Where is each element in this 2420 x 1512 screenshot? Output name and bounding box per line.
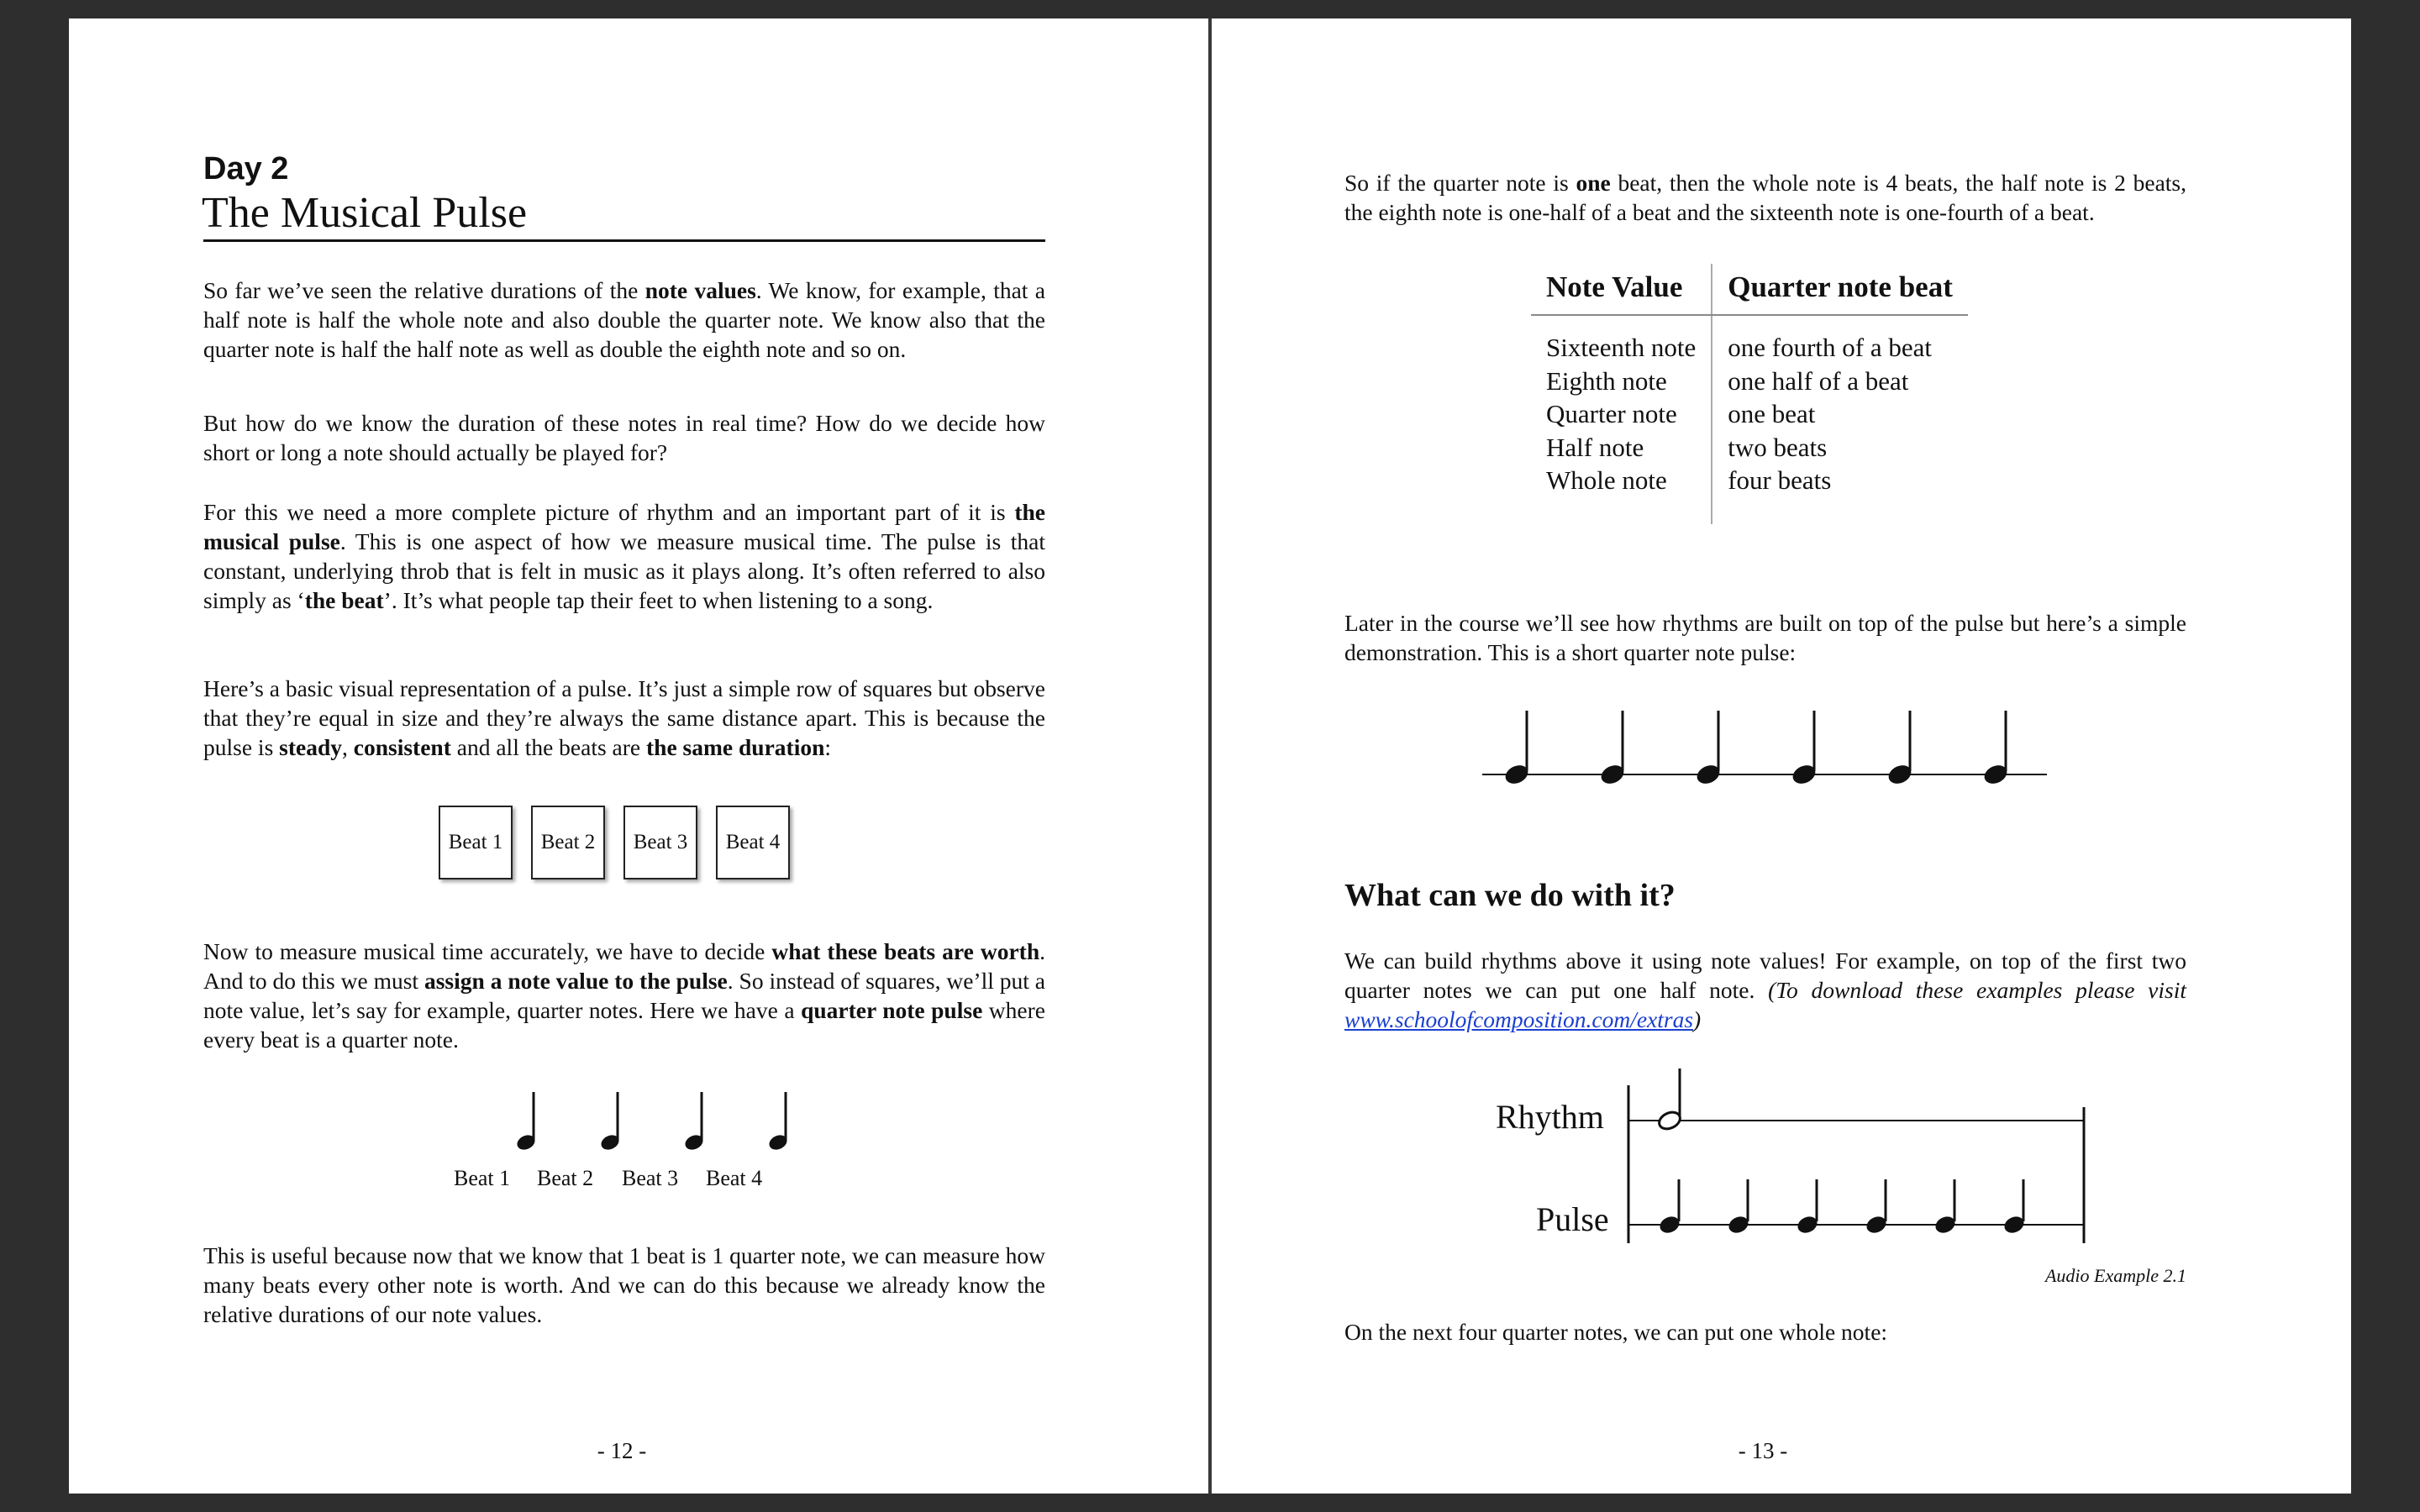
paragraph-musical-pulse: [203, 497, 1045, 615]
table-header: Quarter note beat: [1712, 264, 1968, 315]
quarter-note-icon: [2002, 1179, 2026, 1236]
bold-term: the same duration: [646, 734, 825, 760]
bold-term: the musical pulse: [203, 499, 1045, 554]
note-value-table: [1531, 264, 1968, 524]
text-run: ’. It’s what people tap their feet to when listening to a song.: [383, 587, 934, 613]
text-run: Here’s a basic visual representation of a pulse. It’s just a simple row of squares but observe that they’re equal in size and they’re always the same distance apart. This is because the pulse is: [203, 675, 1045, 760]
paragraph-useful: [203, 1241, 1045, 1329]
table-row: [1531, 397, 1968, 431]
quarter-note-icon: [1502, 711, 1531, 787]
quarter-note-icon: [1790, 711, 1818, 787]
table-row: [1531, 431, 1968, 465]
note-beat-label: Beat 2: [537, 1166, 594, 1190]
note-beat-label: Beat 4: [706, 1166, 763, 1190]
paragraph-assign-note-value: [203, 937, 1045, 1054]
beat-box: Beat 4: [716, 806, 790, 879]
half-note-icon: [1656, 1068, 1682, 1132]
page-number: - 13 -: [1738, 1438, 1788, 1463]
quarter-note-icon: [1598, 711, 1627, 787]
table-row: [1531, 464, 1968, 524]
quarter-note-icon: [515, 1092, 538, 1152]
text-run: . We know, for example, that a half note is half the whole note and also double the quarter note. We know also that the quarter note is half the half note as well as double the eighth note and so on.: [203, 277, 1045, 362]
quarter-note-icon: [767, 1092, 790, 1152]
text-run: ): [1693, 1006, 1702, 1032]
bold-term: one: [1576, 170, 1611, 196]
quarter-note-icon: [683, 1092, 706, 1152]
text-run: We can build rhythms above it using note values! For example, on top of the first two quarter notes we can put one half note.: [1344, 948, 2186, 1003]
audio-example-caption: Audio Example 2.1: [2044, 1265, 2186, 1286]
bold-term: note values: [644, 277, 756, 303]
quarter-note-icon: [1795, 1179, 1819, 1236]
bold-term: what these beats are worth: [771, 938, 1040, 964]
table-cell: Sixteenth note: [1531, 331, 1712, 365]
section-heading: What can we do with it?: [1344, 878, 1676, 913]
text-run: But how do we know the duration of these notes in real time? How do we decide how short or long a note should actually be played for?: [203, 410, 1045, 465]
table-cell: one beat: [1728, 399, 1816, 428]
extras-link[interactable]: www.schoolofcomposition.com/extras: [1344, 1006, 1694, 1032]
text-run: So if the quarter note is: [1344, 170, 1576, 196]
text-run: beat, then the whole note is 4 beats, the half note is 2 beats, the eighth note is one-half of a beat and the sixteenth note is one-fourth of a beat.: [1344, 170, 2187, 225]
text-run: . So instead of squares, we’ll put a note value, let’s say for example, quarter notes. Here we have a: [203, 968, 1046, 1023]
bold-term: quarter note pulse: [801, 997, 983, 1023]
quarter-note-row: [506, 1085, 842, 1161]
table-cell: Eighth note: [1531, 365, 1712, 398]
pulse-label: Pulse: [1536, 1200, 1609, 1238]
table-cell: four beats: [1728, 465, 1832, 495]
text-run: . This is one aspect of how we measure musical time. The pulse is that constant, underlying throb that is felt in music as it plays along. It’s often referred to also simply as ‘: [203, 528, 1045, 613]
text-run: For this we need a more complete picture of rhythm and an important part of it is: [203, 499, 1015, 525]
bold-term: assign a note value to the pulse: [424, 968, 728, 994]
paragraph-note-values: [203, 276, 1045, 364]
text-run: where every beat is a quarter note.: [203, 997, 1045, 1053]
day-label: Day 2: [203, 151, 289, 186]
paragraph-real-time: [203, 408, 1045, 467]
note-beat-label: Beat 1: [454, 1166, 511, 1190]
table-cell: Quarter note: [1531, 397, 1712, 431]
beat-box: Beat 1: [439, 806, 513, 879]
table-cell: one half of a beat: [1728, 365, 1909, 396]
text-run: . And to do this we must: [203, 938, 1045, 994]
page-number: - 12 -: [597, 1438, 647, 1463]
paragraph-demonstration: [1344, 608, 2186, 667]
text-run: Now to measure musical time accurately, we have to decide: [203, 938, 772, 964]
table-header: Note Value: [1531, 264, 1712, 315]
text-run: and all the beats are: [450, 734, 647, 760]
text-run: ,: [342, 734, 354, 760]
paragraph-whole-note: [1344, 1317, 2186, 1347]
bold-term: consistent: [353, 734, 451, 760]
beat-box: Beat 3: [623, 806, 697, 879]
rhythm-pulse-diagram: [1623, 1060, 2094, 1253]
table-cell: one fourth of a beat: [1728, 333, 1932, 362]
text-run: This is useful because now that we know that 1 beat is 1 quarter note, we can measure how many beats every other note is worth. And we can do this because we already know the relative durations of our note values.: [203, 1242, 1045, 1327]
table-cell: two beats: [1728, 432, 1828, 462]
text-run: Later in the course we’ll see how rhythms are built on top of the pulse but here’s a simple demonstration. This is a short quarter note pulse:: [1344, 610, 2186, 665]
bold-term: the beat: [304, 587, 384, 613]
table-row: [1531, 365, 1968, 398]
quarter-note-icon: [599, 1092, 622, 1152]
title-underline: [203, 239, 1045, 242]
page-12: [69, 18, 1208, 1494]
rhythm-label: Rhythm: [1496, 1098, 1604, 1136]
quarter-note-icon: [1886, 711, 1914, 787]
quarter-note-icon: [1933, 1179, 1957, 1236]
paragraph-visual-pulse: [203, 674, 1045, 762]
quarter-note-icon: [1864, 1179, 1888, 1236]
text-run: (To download these examples please visit: [1768, 977, 2186, 1003]
table-cell: Half note: [1531, 431, 1712, 465]
quarter-note-icon: [1981, 711, 2010, 787]
note-beat-label: Beat 3: [622, 1166, 679, 1190]
beat-box: Beat 2: [531, 806, 605, 879]
bold-term: steady: [279, 734, 343, 760]
text-run: :: [824, 734, 832, 760]
text-run: On the next four quarter notes, we can put one whole note:: [1344, 1319, 1888, 1345]
paragraph-build-rhythms: [1344, 946, 2186, 1034]
paragraph-beat-values: [1344, 168, 2186, 227]
table-row: [1531, 331, 1968, 365]
page-title: The Musical Pulse: [202, 189, 528, 237]
quarter-note-icon: [1726, 1179, 1750, 1236]
quarter-note-icon: [1657, 1179, 1681, 1236]
text-run: So far we’ve seen the relative durations of the: [203, 277, 645, 303]
table-cell: Whole note: [1531, 464, 1712, 524]
quarter-note-icon: [1694, 711, 1723, 787]
page-13: [1212, 18, 2351, 1494]
quarter-note-pulse-staff: [1479, 706, 2050, 790]
